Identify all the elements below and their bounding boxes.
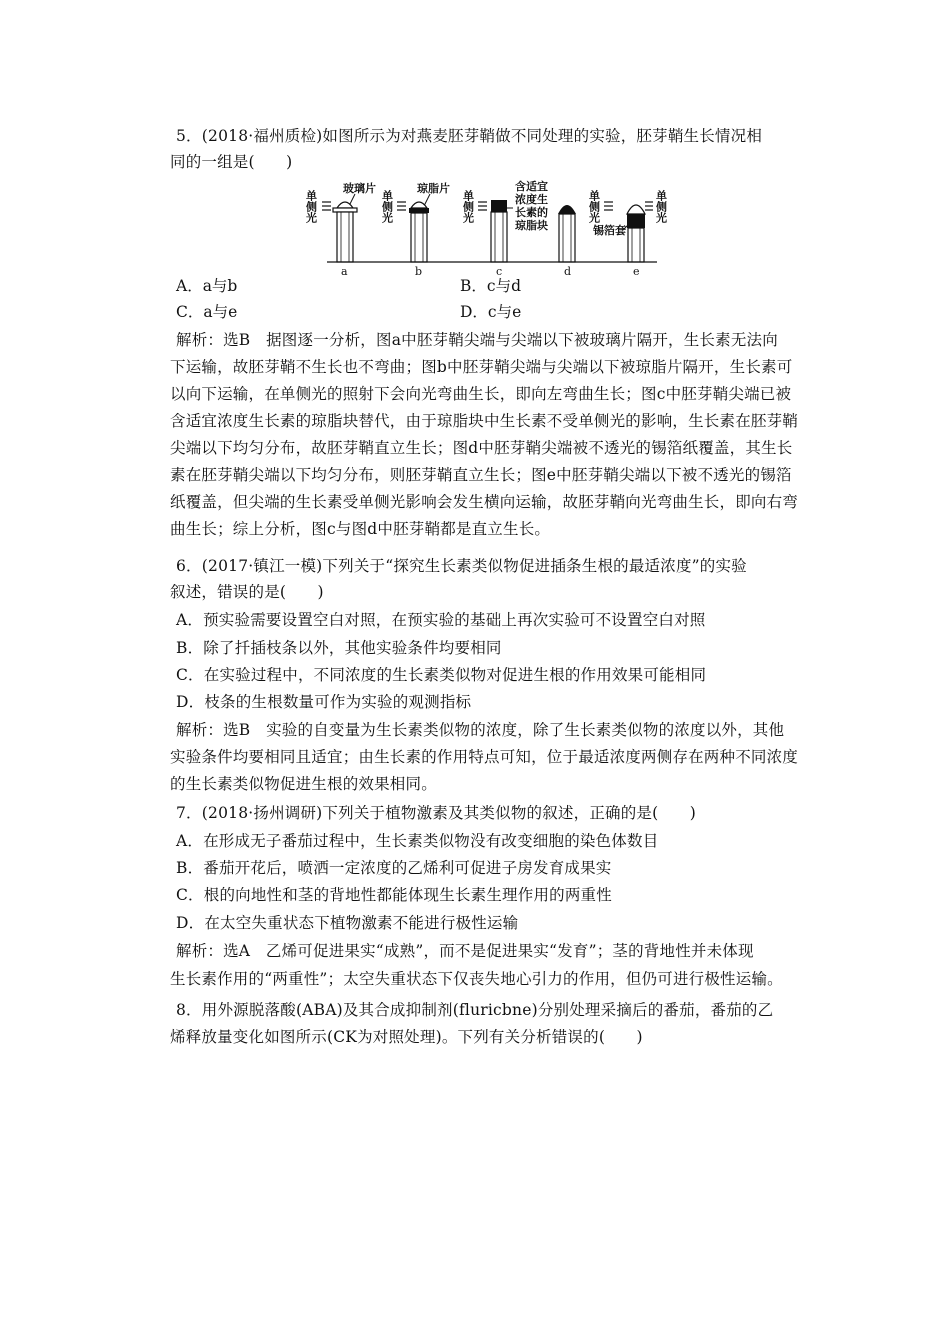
q5-stem-line1: 5．(2018·福州质检)如图所示为对燕麦胚芽鞘做不同处理的实验，胚芽鞘生长情况相 (176, 127, 763, 145)
svg-text:琼脂块: 琼脂块 (515, 219, 548, 232)
svg-text:玻璃片: 玻璃片 (343, 182, 376, 195)
q6-stem-line2: 叙述，错误的是( ) (170, 583, 324, 601)
panel-e (627, 205, 645, 278)
q5-analysis-line: 素在胚芽鞘尖端以下均匀分布，则胚芽鞘直立生长；图e中胚芽鞘尖端以下被不透光的锡箔 (170, 466, 792, 484)
svg-text:c: c (496, 265, 503, 278)
svg-text:单侧光: 单侧光 (380, 190, 394, 223)
q7-stem-line1: 7．(2018·扬州调研)下列关于植物激素及其类似物的叙述，正确的是( ) (176, 804, 697, 822)
svg-text:d: d (564, 265, 572, 278)
svg-text:长素的: 长素的 (515, 206, 548, 219)
svg-text:b: b (415, 265, 423, 278)
svg-text:琼脂片: 琼脂片 (417, 182, 450, 195)
q6-option: C．在实验过程中，不同浓度的生长素类似物对促进生根的作用效果可能相同 (176, 666, 707, 684)
svg-text:a: a (341, 265, 348, 278)
q8-stem-line2: 烯释放量变化如图所示(CK为对照处理)。下列有关分析错误的( ) (170, 1028, 643, 1046)
q6-stem-line1: 6．(2017·镇江一模)下列关于“探究生长素类似物促进插条生根的最适浓度”的实验 (176, 557, 747, 575)
light-arrows (322, 202, 653, 210)
light-label-b (381, 189, 395, 224)
q5-analysis-line: 下运输，故胚芽鞘不生长也不弯曲；图b中胚芽鞘尖端与尖端以下被琼脂片隔开，生长素可 (170, 358, 793, 376)
q5-analysis-line: 含适宜浓度生长素的琼脂块替代，由于琼脂块中生长素不受单侧光的影响，生长素在胚芽鞘 (170, 412, 799, 430)
q7-analysis-line: 生长素作用的“两重性”；太空失重状态下仅丧失地心引力的作用，但仍可进行极性运输。 (170, 970, 783, 988)
svg-text:单侧光: 单侧光 (654, 190, 668, 223)
panel-a (333, 181, 376, 278)
panel-d (558, 205, 576, 278)
q7-option: A．在形成无子番茄过程中，生长素类似物没有改变细胞的染色体数目 (176, 832, 659, 850)
q5-option-d: D．c与e (460, 303, 522, 321)
coleoptile-experiment-figure (305, 178, 700, 278)
q8-stem-line1: 8．用外源脱落酸(ABA)及其合成抑制剂(fluricbne)分别处理采摘后的番茄，番茄的乙 (176, 1001, 774, 1019)
svg-text:含适宜: 含适宜 (515, 180, 548, 193)
q6-analysis-line: 的生长素类似物促进生根的效果相同。 (170, 775, 437, 793)
q7-analysis-line: 解析：选A 乙烯可促进果实“成熟”，而不是促进果实“发育”；茎的背地性并未体现 (176, 942, 754, 960)
light-label-c (462, 189, 476, 224)
svg-text:e: e (633, 265, 640, 278)
panel-c (491, 179, 548, 278)
light-label-d (588, 189, 602, 224)
q6-analysis-line: 解析：选B 实验的自变量为生长素类似物的浓度，除了生长素类似物的浓度以外，其他 (176, 721, 785, 739)
q5-analysis-line: 以向下运输，在单侧光的照射下会向光弯曲生长，即向左弯曲生长；图c中胚芽鞘尖端已被 (170, 385, 792, 403)
light-label-e (655, 189, 669, 224)
svg-text:单侧光: 单侧光 (305, 190, 318, 223)
svg-text:浓度生: 浓度生 (515, 193, 548, 206)
q5-analysis-line: 纸覆盖，但尖端的生长素受单侧光影响会发生横向运输，故胚芽鞘向光弯曲生长，即向右弯 (170, 493, 799, 511)
q5-analysis-line: 曲生长；综上分析，图c与图d中胚芽鞘都是直立生长。 (170, 520, 551, 538)
q5-stem-line2: 同的一组是( ) (170, 153, 293, 171)
q5-analysis-line: 解析：选B 据图逐一分析，图a中胚芽鞘尖端与尖端以下被玻璃片隔开，生长素无法向 (176, 331, 778, 349)
foil-label: 锡箔套 (593, 224, 626, 237)
q5-analysis-line: 尖端以下均匀分布，故胚芽鞘直立生长；图d中胚芽鞘尖端被不透光的锡箔纸覆盖，其生长 (170, 439, 793, 457)
q6-option: A．预实验需要设置空白对照，在预实验的基础上再次实验可不设置空白对照 (176, 611, 706, 629)
q5-option-b: B．c与d (460, 277, 521, 295)
svg-text:单侧光: 单侧光 (587, 190, 601, 223)
light-label-a (305, 189, 318, 224)
q7-option: D．在太空失重状态下植物激素不能进行极性运输 (176, 914, 519, 932)
svg-text:单侧光: 单侧光 (461, 190, 475, 223)
q7-option: B．番茄开花后，喷洒一定浓度的乙烯利可促进子房发育成果实 (176, 859, 612, 877)
q7-option: C．根的向地性和茎的背地性都能体现生长素生理作用的两重性 (176, 886, 612, 904)
q6-option: B．除了扦插枝条以外，其他实验条件均要相同 (176, 639, 502, 657)
q6-option: D．枝条的生根数量可作为实验的观测指标 (176, 693, 472, 711)
q5-option-c: C．a与e (176, 303, 238, 321)
panel-b (409, 181, 450, 278)
q5-option-a: A．a与b (176, 277, 238, 295)
q6-analysis-line: 实验条件均要相同且适宜；由生长素的作用特点可知，位于最适浓度两侧存在两种不同浓度 (170, 748, 799, 766)
